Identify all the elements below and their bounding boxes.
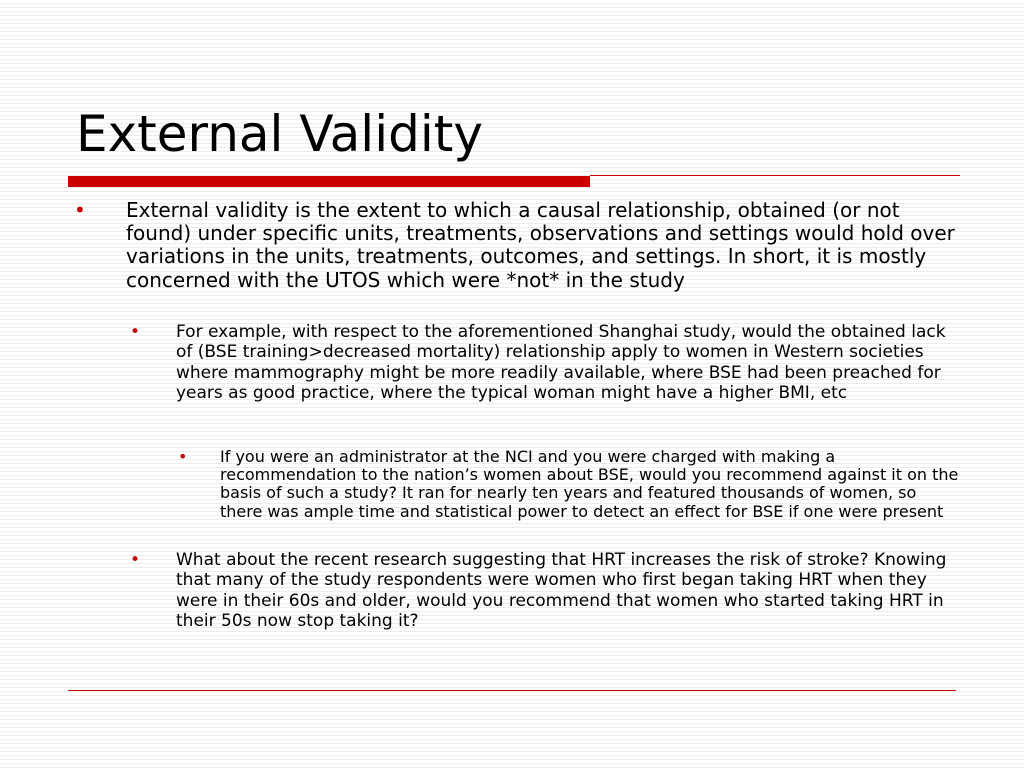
bullet-text: What about the recent research suggesting that HRT increases the risk of stroke? Knowing that many of the study respondents were women who first began taking HRT when they were in their 60s and older, would you recommend that women who started taking HRT in their 50s now stop taking it? xyxy=(176,550,947,632)
bullet-item-level2 xyxy=(130,322,956,404)
bullet-dot-icon: • xyxy=(130,322,141,342)
bullet-text: External validity is the extent to which a causal relationship, obtained (or not found) under specific units, treatments, observations and settings would hold over variations in the units, treatments, outcomes, and settings. In short, it is mostly concerned with the UTOS which were *not* in the study xyxy=(126,198,955,292)
bullet-text: For example, with respect to the aforementioned Shanghai study, would the obtained lack of (BSE training>decreased mortality) relationship apply to women in Western societies where mammography might be more readily available, where BSE had been preached for years as good practice, where the typical woman might have a higher BMI, etc xyxy=(176,322,946,404)
bullet-dot-icon: • xyxy=(178,447,188,466)
bullet-item-level1 xyxy=(74,198,956,292)
slide-title: External Validity xyxy=(76,105,483,163)
bullet-item-level3 xyxy=(178,447,960,521)
bullet-dot-icon: • xyxy=(74,198,86,222)
bullet-item-level2 xyxy=(130,550,956,632)
bullet-text: If you were an administrator at the NCI and you were charged with making a recommendation to the nation’s women about BSE, would you recommend against it on the basis of such a study? It ran for nearly ten years and featured thousands of women, so there was ample time and statistical power to detect an effect for BSE if one were present xyxy=(220,447,959,521)
bullet-dot-icon: • xyxy=(130,550,141,570)
footer-divider xyxy=(68,690,956,691)
